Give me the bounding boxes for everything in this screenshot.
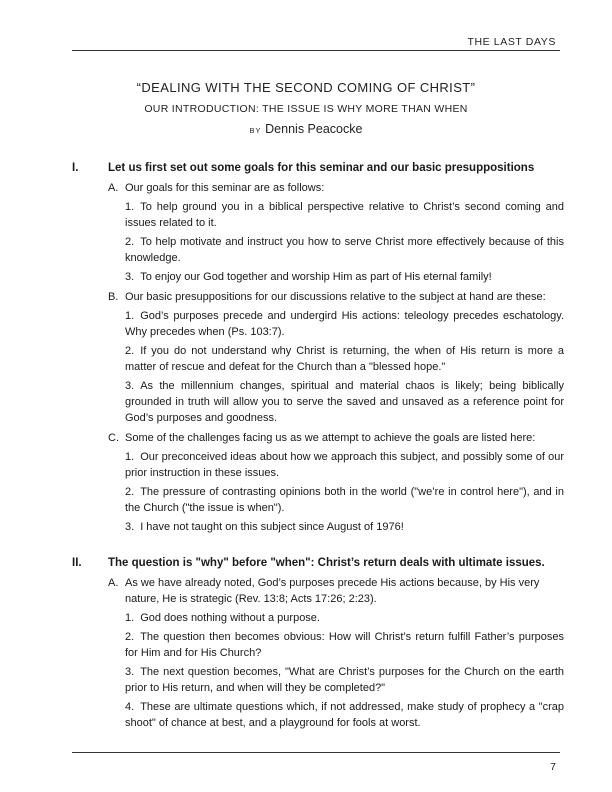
section-heading: [72, 555, 564, 571]
item-text: God does nothing without a purpose.: [140, 612, 320, 624]
item-number: 1.: [125, 201, 135, 213]
section-heading-text: Let us first set out some goals for this seminar and our basic presuppositions: [108, 162, 535, 174]
item-text: The pressure of contrasting opinions both in the world ("we’re in control here"), and in the Church ("the issue is when").: [125, 486, 564, 514]
item-text: Our preconceived ideas about how we approach this subject, and possibly some of our prior instruction in these issues.: [125, 451, 564, 479]
item-number: 4.: [125, 701, 135, 713]
item-number: 1.: [125, 451, 135, 463]
item-number: 2.: [125, 236, 135, 248]
subsection-text: Some of the challenges facing us as we attempt to achieve the goals are listed here:: [125, 432, 536, 444]
subsection-letter: A.: [108, 577, 119, 589]
item-text: To help motivate and instruct you how to serve Christ more effectively because of this knowledge.: [125, 236, 564, 264]
item-number: 3.: [125, 666, 135, 678]
list-item: [72, 484, 564, 516]
list-item: [72, 308, 564, 340]
item-number: 2.: [125, 345, 135, 357]
list-item: [72, 234, 564, 266]
item-text: To help ground you in a biblical perspective relative to Christ’s second coming and issues related to it.: [125, 201, 564, 229]
page-number: 7: [550, 761, 556, 773]
subsection-text: Our goals for this seminar are as follows:: [125, 182, 325, 194]
item-number: 1.: [125, 310, 135, 322]
list-item: [72, 269, 564, 285]
item-text: As the millennium changes, spiritual and material chaos is likely; being biblically grounded in truth will allow you to serve the saved and unsaved as a reference point for God’s purposes and goodness.: [125, 380, 564, 424]
subsection: [72, 289, 564, 305]
item-text: If you do not understand why Christ is returning, the when of His return is more a matter of rescue and defeat for the Church than a "blessed hope.": [125, 345, 564, 373]
item-text: I have not taught on this subject since August of 1976!: [140, 521, 404, 533]
item-text: These are ultimate questions which, if not addressed, make study of prophecy a "crap shoot" of chance at best, and a playground for fools at worst.: [125, 701, 564, 729]
byline: [0, 122, 612, 136]
list-item: [72, 699, 564, 731]
footer-rule: [72, 752, 560, 753]
author-name: Dennis Peacocke: [265, 122, 363, 136]
item-text: To enjoy our God together and worship Him as part of His eternal family!: [140, 271, 492, 283]
header-rule: [72, 50, 560, 51]
list-item: [72, 449, 564, 481]
subsection: [72, 180, 564, 196]
running-head: THE LAST DAYS: [467, 36, 556, 48]
subsection-text: As we have already noted, God’s purposes precede His actions because, by His very nature, He is strategic (Rev. 13:8; Acts 17:26; 2:23).: [125, 577, 540, 605]
item-number: 3.: [125, 271, 135, 283]
byline-by: BY: [249, 126, 262, 135]
list-item: [72, 378, 564, 426]
list-item: [72, 199, 564, 231]
section-spacer: [72, 535, 564, 547]
subsection-letter: B.: [108, 291, 119, 303]
outline-content: [72, 152, 564, 731]
list-item: [72, 519, 564, 535]
item-text: God’s purposes precede and undergird His actions: teleology precedes eschatology. Why precedes when (Ps. 103:7).: [125, 310, 564, 338]
item-number: 3.: [125, 521, 135, 533]
section-number: II.: [72, 557, 82, 569]
item-number: 2.: [125, 486, 135, 498]
section-heading-text: The question is "why" before "when": Christ’s return deals with ultimate issues.: [108, 557, 545, 569]
item-text: The question then becomes obvious: How will Christ’s return fulfill Father’s purposes for Him and for His Church?: [125, 631, 564, 659]
document-subtitle: OUR INTRODUCTION: THE ISSUE IS WHY MORE THAN WHEN: [144, 103, 468, 115]
subsection-letter: A.: [108, 182, 119, 194]
subsection-letter: C.: [108, 432, 119, 444]
document-title: “DEALING WITH THE SECOND COMING OF CHRIST”: [136, 80, 476, 95]
subsection-text: Our basic presuppositions for our discussions relative to the subject at hand are these:: [125, 291, 546, 303]
item-number: 3.: [125, 380, 135, 392]
section-number: I.: [72, 162, 79, 174]
item-number: 2.: [125, 631, 135, 643]
item-number: 1.: [125, 612, 135, 624]
item-text: The next question becomes, "What are Christ’s purposes for the Church on the earth prior to His return, and when will they be completed?": [125, 666, 564, 694]
list-item: [72, 664, 564, 696]
section-heading: [72, 160, 564, 176]
list-item: [72, 610, 564, 626]
list-item: [72, 629, 564, 661]
subsection: [72, 430, 564, 446]
list-item: [72, 343, 564, 375]
subsection: [72, 575, 564, 607]
